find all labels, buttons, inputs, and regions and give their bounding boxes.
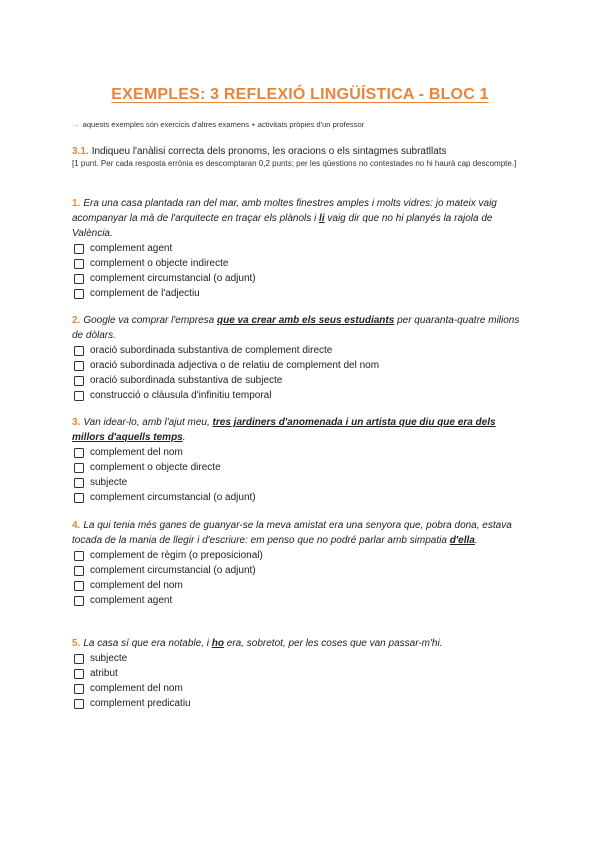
question-text-after: . bbox=[474, 535, 478, 546]
options-list bbox=[72, 651, 528, 711]
source-note bbox=[72, 120, 364, 129]
option-label: complement de l'adjectiu bbox=[90, 288, 200, 299]
arrow-icon: → bbox=[72, 120, 80, 129]
question-text bbox=[72, 518, 528, 548]
option-item[interactable] bbox=[72, 548, 528, 563]
option-item[interactable] bbox=[72, 343, 528, 358]
section-heading-text: Indiqueu l'anàlisi correcta dels pronoms, les oracions o els sintagmes subratllats bbox=[91, 146, 447, 157]
option-item[interactable] bbox=[72, 696, 528, 711]
option-label: complement de règim (o preposicional) bbox=[90, 550, 263, 561]
checkbox[interactable] bbox=[74, 448, 84, 458]
question-text-after: . bbox=[182, 432, 186, 443]
options-list bbox=[72, 548, 528, 608]
option-item[interactable] bbox=[72, 460, 528, 475]
section-instructions: [1 punt. Per cada resposta errònia es descomptaran 0,2 punts; per les qüestions no contestades no hi haurà cap descompte.] bbox=[72, 159, 517, 168]
option-item[interactable] bbox=[72, 490, 528, 505]
question-number: 3. bbox=[72, 417, 81, 428]
underlined-fragment: li bbox=[319, 213, 325, 224]
checkbox[interactable] bbox=[74, 478, 84, 488]
checkbox[interactable] bbox=[74, 684, 84, 694]
checkbox[interactable] bbox=[74, 596, 84, 606]
option-label: complement o objecte directe bbox=[90, 462, 221, 473]
option-item[interactable] bbox=[72, 373, 528, 388]
options-list bbox=[72, 445, 528, 505]
option-item[interactable] bbox=[72, 286, 528, 301]
option-label: subjecte bbox=[90, 477, 128, 488]
option-label: complement del nom bbox=[90, 580, 183, 591]
section-heading bbox=[72, 145, 532, 158]
question-1 bbox=[72, 196, 528, 301]
source-note-text: aquests exemples són exercicis d'altres examens + activitats pròpies d'un professor bbox=[82, 120, 365, 129]
question-text bbox=[72, 415, 528, 445]
checkbox[interactable] bbox=[74, 463, 84, 473]
question-2 bbox=[72, 313, 528, 403]
option-item[interactable] bbox=[72, 578, 528, 593]
section-number: 3.1. bbox=[72, 146, 89, 157]
option-label: complement o objecte indirecte bbox=[90, 258, 229, 269]
question-text-after: vaig dir que no hi planyés la rajola de València. bbox=[72, 213, 493, 239]
question-text-before: La qui tenia més ganes de guanyar-se la meva amistat era una senyora que, pobra dona, estava tocada de la mania de llegir i d'escriure: em penso que no podré parlar amb simpatia bbox=[72, 520, 512, 546]
underlined-fragment: ho bbox=[211, 638, 224, 649]
question-text bbox=[72, 313, 528, 343]
question-text-after: per quaranta-quatre milions de dòlars. bbox=[72, 315, 520, 341]
checkbox[interactable] bbox=[74, 244, 84, 254]
underlined-fragment: d'ella bbox=[449, 535, 475, 546]
checkbox[interactable] bbox=[74, 654, 84, 664]
options-list bbox=[72, 241, 528, 301]
question-text bbox=[72, 636, 528, 651]
option-label: complement circumstancial (o adjunt) bbox=[90, 492, 256, 503]
checkbox[interactable] bbox=[74, 259, 84, 269]
option-item[interactable] bbox=[72, 241, 528, 256]
question-text-before: Google va comprar l'empresa bbox=[83, 315, 217, 326]
checkbox[interactable] bbox=[74, 376, 84, 386]
question-text bbox=[72, 196, 528, 241]
option-item[interactable] bbox=[72, 271, 528, 286]
checkbox[interactable] bbox=[74, 493, 84, 503]
option-label: complement del nom bbox=[90, 683, 183, 694]
option-label: oració subordinada adjectiva o de relatiu de complement del nom bbox=[90, 360, 380, 371]
option-label: atribut bbox=[90, 668, 118, 679]
underlined-fragment: que va crear amb els seus estudiants bbox=[216, 315, 395, 326]
option-label: oració subordinada substantiva de complement directe bbox=[90, 345, 333, 356]
option-label: oració subordinada substantiva de subjecte bbox=[90, 375, 283, 386]
option-label: construcció o clàusula d'infinitiu temporal bbox=[90, 390, 272, 401]
option-item[interactable] bbox=[72, 651, 528, 666]
option-label: subjecte bbox=[90, 653, 128, 664]
option-item[interactable] bbox=[72, 256, 528, 271]
question-3 bbox=[72, 415, 528, 505]
checkbox[interactable] bbox=[74, 551, 84, 561]
checkbox[interactable] bbox=[74, 566, 84, 576]
page-title: EXEMPLES: 3 REFLEXIÓ LINGÜÍSTICA - BLOC 1 bbox=[111, 86, 489, 103]
option-item[interactable] bbox=[72, 445, 528, 460]
option-label: complement del nom bbox=[90, 447, 183, 458]
question-4 bbox=[72, 518, 528, 608]
option-label: complement predicatiu bbox=[90, 698, 191, 709]
question-text-after: era, sobretot, per les coses que van passar-m'hi. bbox=[223, 638, 443, 649]
checkbox[interactable] bbox=[74, 346, 84, 356]
question-number: 2. bbox=[72, 315, 81, 326]
question-text-before: La casa sí que era notable, i bbox=[83, 638, 212, 649]
checkbox[interactable] bbox=[74, 391, 84, 401]
option-item[interactable] bbox=[72, 563, 528, 578]
option-label: complement circumstancial (o adjunt) bbox=[90, 565, 256, 576]
checkbox[interactable] bbox=[74, 274, 84, 284]
question-5 bbox=[72, 636, 528, 711]
options-list bbox=[72, 343, 528, 403]
option-item[interactable] bbox=[72, 475, 528, 490]
option-item[interactable] bbox=[72, 358, 528, 373]
question-number: 5. bbox=[72, 638, 81, 649]
option-item[interactable] bbox=[72, 666, 528, 681]
option-label: complement agent bbox=[90, 243, 173, 254]
checkbox[interactable] bbox=[74, 361, 84, 371]
question-number: 4. bbox=[72, 520, 81, 531]
option-item[interactable] bbox=[72, 681, 528, 696]
option-item[interactable] bbox=[72, 593, 528, 608]
option-item[interactable] bbox=[72, 388, 528, 403]
checkbox[interactable] bbox=[74, 669, 84, 679]
underlined-fragment: tres jardiners d'anomenada i un artista que diu que era dels millors d'aquells temps bbox=[72, 417, 496, 443]
option-label: complement circumstancial (o adjunt) bbox=[90, 273, 256, 284]
checkbox[interactable] bbox=[74, 699, 84, 709]
checkbox[interactable] bbox=[74, 581, 84, 591]
question-text-before: Van idear-lo, amb l'ajut meu, bbox=[83, 417, 213, 428]
question-text-before: Era una casa plantada ran del mar, amb moltes finestres amples i molts vidres: jo mateix vaig acompanyar la mà de l'arquitecte en traçar els plànols i bbox=[72, 198, 497, 224]
option-label: complement agent bbox=[90, 595, 173, 606]
question-number: 1. bbox=[72, 198, 81, 209]
checkbox[interactable] bbox=[74, 289, 84, 299]
